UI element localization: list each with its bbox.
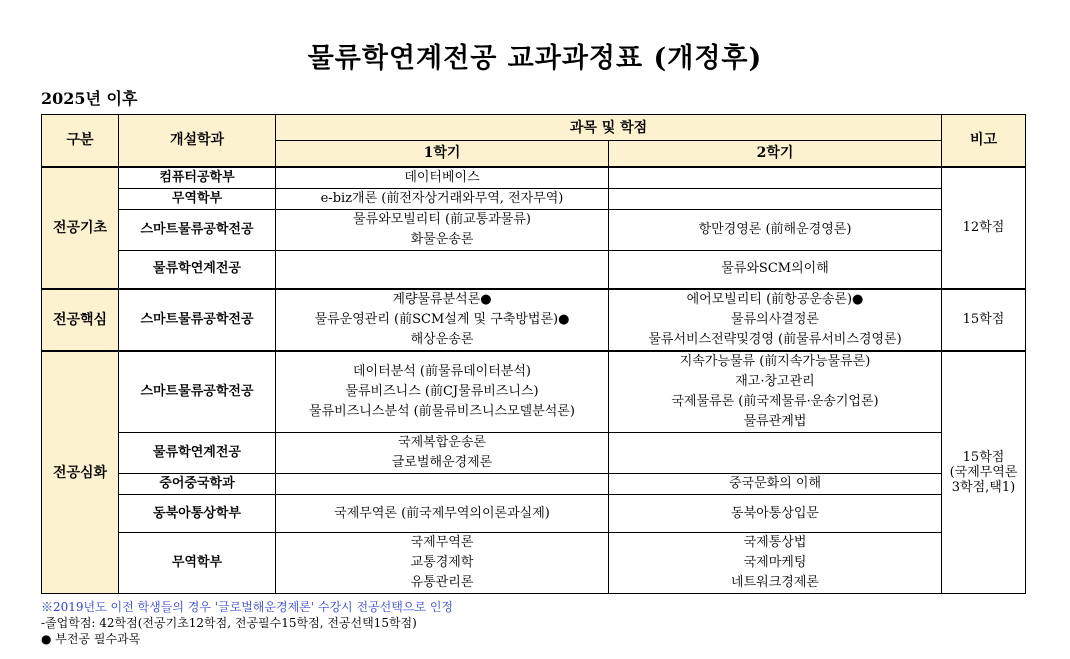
note-core: 15학점 (942, 289, 1026, 351)
note-line: 15학점 (962, 450, 1005, 465)
dept-cell: 컴퓨터공학부 (119, 167, 276, 189)
sem2-cell (609, 289, 942, 351)
footnote-graduation-credits: -졸업학점: 42학점(전공기초12학점, 전공필수15학점, 전공선택15학점) (41, 616, 417, 630)
course-item: 계량물류분석론● (392, 292, 492, 307)
course-item: 국제물류론 (前국제물류·운송기업론) (671, 394, 879, 409)
sem2-cell (609, 474, 942, 495)
header-sem2: 2학기 (609, 141, 942, 167)
sem1-cell (276, 289, 609, 351)
sem2-cell (609, 351, 942, 433)
course-item: 물류비즈니스 (前CJ물류비즈니스) (345, 384, 539, 399)
course-item: 물류비즈니스분석 (前물류비즈니스모델분석론) (309, 404, 575, 419)
category-foundation: 전공기초 (42, 167, 119, 290)
note-line: 3학점,택1) (951, 480, 1016, 495)
sem2-cell (609, 533, 942, 594)
sem2-cell (609, 188, 942, 209)
category-core: 전공핵심 (42, 289, 119, 351)
header-courses: 과목 및 학점 (276, 115, 942, 141)
dept-cell: 물류학연계전공 (119, 433, 276, 474)
course-item: 에어모빌리티 (前항공운송론)● (686, 292, 864, 307)
sem1-cell (276, 495, 609, 533)
course-item: 화물운송론 (410, 231, 474, 247)
course-item: 항만경영론 (前해운경영론) (698, 221, 852, 237)
course-item: 국제무역론 (410, 535, 474, 550)
course-item: 국제무역론 (前국제무역의이론과실제) (334, 505, 550, 521)
note-advanced (942, 351, 1026, 594)
footnote-minor-required: ● 부전공 필수과목 (41, 632, 141, 646)
sem2-cell (609, 209, 942, 250)
header-category: 구분 (42, 115, 119, 167)
footnotes (41, 599, 453, 647)
sem1-cell (276, 533, 609, 594)
course-item: 동북아통상입문 (731, 505, 819, 521)
course-item: 물류서비스전략및경영 (前물류서비스경영론) (648, 332, 902, 347)
sem2-cell (609, 495, 942, 533)
category-advanced: 전공심화 (42, 351, 119, 594)
course-item: 데이터베이스 (404, 169, 480, 185)
course-item: 물류운영관리 (前SCM설계 및 구축방법론)● (314, 312, 570, 327)
header-department: 개설학과 (119, 115, 276, 167)
course-item: 물류관계법 (743, 414, 807, 429)
dept-cell: 스마트물류공학전공 (119, 351, 276, 433)
dept-cell: 스마트물류공학전공 (119, 209, 276, 250)
footnote-recognition: ※2019년도 이전 학생들의 경우 '글로벌해운경제론' 수강시 전공선택으로 인정 (41, 600, 454, 614)
sem1-cell (276, 167, 609, 189)
note-line: (국제무역론 (949, 465, 1018, 480)
course-item: e-biz개론 (前전자상거래와무역, 전자무역) (320, 190, 564, 206)
course-item: 물류와모빌리티 (前교통과물류) (353, 211, 531, 227)
sem1-cell (276, 250, 609, 289)
sem1-cell (276, 209, 609, 250)
course-item: 데이터분석 (前물류데이터분석) (353, 364, 531, 379)
course-item: 중국문화의 이해 (728, 476, 822, 491)
sem1-cell (276, 433, 609, 474)
curriculum-table (41, 114, 1026, 594)
dept-cell: 물류학연계전공 (119, 250, 276, 289)
course-item: 물류의사결정론 (731, 312, 819, 327)
course-item: 재고·창고관리 (735, 374, 815, 389)
header-sem1: 1학기 (276, 141, 609, 167)
dept-cell: 중어중국학과 (119, 474, 276, 495)
course-item: 해상운송론 (410, 332, 474, 347)
page-title: 물류학연계전공 교과과정표 (개정후) (307, 43, 763, 74)
course-item: 유통관리론 (410, 575, 474, 590)
dept-cell: 무역학부 (119, 188, 276, 209)
sem2-cell (609, 167, 942, 189)
course-item: 물류와SCM의이해 (721, 261, 829, 277)
note-foundation: 12학점 (942, 167, 1026, 290)
page-subtitle: 2025년 이후 (41, 89, 138, 108)
sem1-cell (276, 188, 609, 209)
dept-cell: 스마트물류공학전공 (119, 289, 276, 351)
dept-cell: 동북아통상학부 (119, 495, 276, 533)
course-item: 국제마케팅 (743, 555, 807, 570)
header-note: 비고 (942, 115, 1026, 167)
sem1-cell (276, 351, 609, 433)
course-item: 국제복합운송론 (398, 435, 486, 450)
sem2-cell (609, 250, 942, 289)
course-item: 국제통상법 (743, 535, 807, 550)
course-item: 네트워크경제론 (731, 575, 819, 590)
dept-cell: 무역학부 (119, 533, 276, 594)
course-item: 글로벌해운경제론 (391, 455, 493, 470)
course-item: 교통경제학 (410, 555, 474, 570)
sem1-cell (276, 474, 609, 495)
sem2-cell (609, 433, 942, 474)
course-item: 지속가능물류 (前지속가능물류론) (679, 354, 871, 369)
